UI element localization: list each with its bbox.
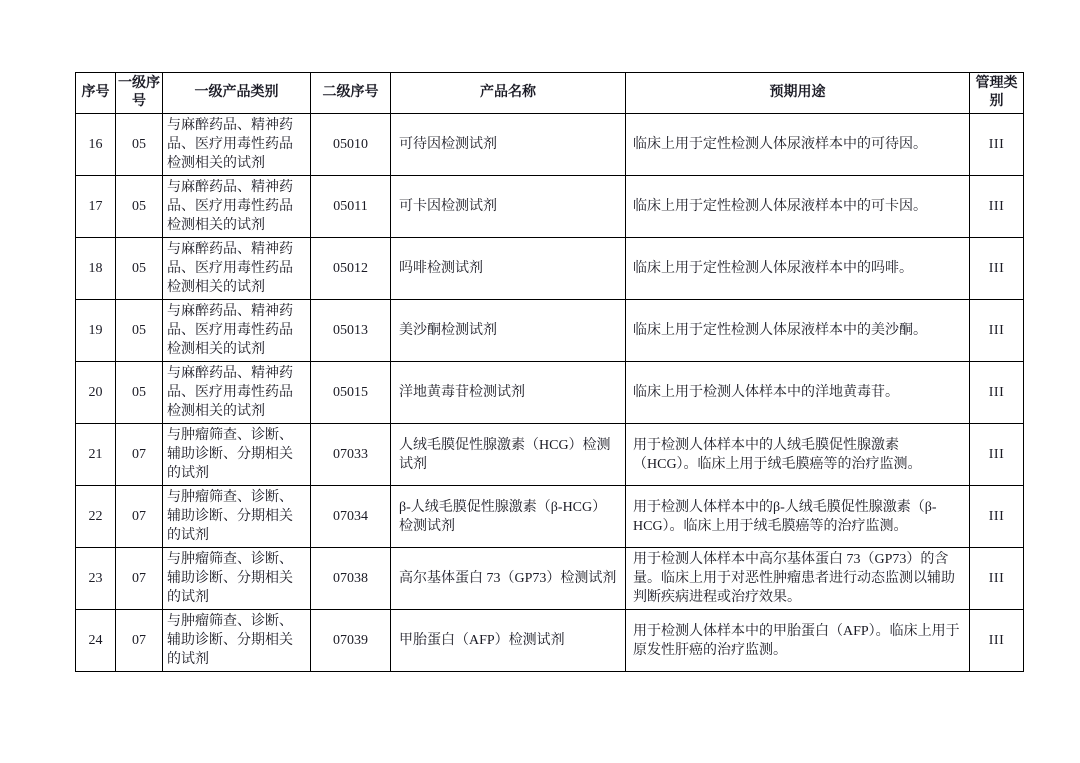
cell-serial-no: 23 — [76, 548, 116, 610]
header-level2-no: 二级序号 — [311, 73, 391, 114]
cell-product-name: β-人绒毛膜促性腺激素（β-HCG）检测试剂 — [391, 486, 626, 548]
table-row — [76, 114, 1024, 176]
table-row — [76, 362, 1024, 424]
cell-level2-no: 07034 — [311, 486, 391, 548]
table-row — [76, 424, 1024, 486]
table-header-row — [76, 73, 1024, 114]
table-row — [76, 610, 1024, 672]
table-row — [76, 548, 1024, 610]
table-row — [76, 238, 1024, 300]
table-body — [76, 114, 1024, 672]
cell-product-name: 甲胎蛋白（AFP）检测试剂 — [391, 610, 626, 672]
cell-intended-use: 用于检测人体样本中的人绒毛膜促性腺激素（HCG）。临床上用于绒毛膜癌等的治疗监测。 — [626, 424, 970, 486]
cell-serial-no: 20 — [76, 362, 116, 424]
cell-serial-no: 24 — [76, 610, 116, 672]
cell-intended-use: 临床上用于检测人体样本中的洋地黄毒苷。 — [626, 362, 970, 424]
cell-level2-no: 07038 — [311, 548, 391, 610]
cell-level1-category: 与肿瘤筛查、诊断、辅助诊断、分期相关的试剂 — [163, 486, 311, 548]
cell-product-name: 吗啡检测试剂 — [391, 238, 626, 300]
cell-level2-no: 07039 — [311, 610, 391, 672]
cell-level1-category: 与麻醉药品、精神药品、医疗用毒性药品检测相关的试剂 — [163, 114, 311, 176]
cell-intended-use: 临床上用于定性检测人体尿液样本中的可卡因。 — [626, 176, 970, 238]
cell-level2-no: 05010 — [311, 114, 391, 176]
header-serial-no: 序号 — [76, 73, 116, 114]
cell-level2-no: 05015 — [311, 362, 391, 424]
cell-level2-no: 05012 — [311, 238, 391, 300]
cell-intended-use: 临床上用于定性检测人体尿液样本中的吗啡。 — [626, 238, 970, 300]
cell-intended-use: 临床上用于定性检测人体尿液样本中的美沙酮。 — [626, 300, 970, 362]
cell-level1-no: 05 — [116, 114, 163, 176]
cell-intended-use: 临床上用于定性检测人体尿液样本中的可待因。 — [626, 114, 970, 176]
cell-mgmt-class: III — [970, 114, 1024, 176]
cell-mgmt-class: III — [970, 424, 1024, 486]
header-mgmt-class: 管理类别 — [970, 73, 1024, 114]
cell-level1-no: 05 — [116, 362, 163, 424]
cell-level1-no: 07 — [116, 610, 163, 672]
cell-product-name: 可卡因检测试剂 — [391, 176, 626, 238]
cell-serial-no: 21 — [76, 424, 116, 486]
header-level1-no: 一级序号 — [116, 73, 163, 114]
cell-level1-category: 与麻醉药品、精神药品、医疗用毒性药品检测相关的试剂 — [163, 238, 311, 300]
table-header — [76, 73, 1024, 114]
header-product-name: 产品名称 — [391, 73, 626, 114]
cell-product-name: 可待因检测试剂 — [391, 114, 626, 176]
cell-level1-no: 05 — [116, 176, 163, 238]
table-row — [76, 176, 1024, 238]
cell-mgmt-class: III — [970, 300, 1024, 362]
cell-level1-category: 与肿瘤筛查、诊断、辅助诊断、分期相关的试剂 — [163, 610, 311, 672]
cell-level1-category: 与肿瘤筛查、诊断、辅助诊断、分期相关的试剂 — [163, 548, 311, 610]
product-classification-table — [75, 72, 1024, 672]
cell-level1-no: 07 — [116, 548, 163, 610]
cell-mgmt-class: III — [970, 610, 1024, 672]
cell-level1-category: 与麻醉药品、精神药品、医疗用毒性药品检测相关的试剂 — [163, 300, 311, 362]
cell-product-name: 人绒毛膜促性腺激素（HCG）检测试剂 — [391, 424, 626, 486]
cell-serial-no: 19 — [76, 300, 116, 362]
cell-intended-use: 用于检测人体样本中的甲胎蛋白（AFP）。临床上用于原发性肝癌的治疗监测。 — [626, 610, 970, 672]
cell-intended-use: 用于检测人体样本中高尔基体蛋白 73（GP73）的含量。临床上用于对恶性肿瘤患者进行动态监测以辅助判断疾病进程或治疗效果。 — [626, 548, 970, 610]
cell-level2-no: 07033 — [311, 424, 391, 486]
cell-level2-no: 05011 — [311, 176, 391, 238]
cell-level2-no: 05013 — [311, 300, 391, 362]
cell-serial-no: 17 — [76, 176, 116, 238]
table-row — [76, 300, 1024, 362]
cell-level1-no: 07 — [116, 424, 163, 486]
cell-level1-category: 与肿瘤筛查、诊断、辅助诊断、分期相关的试剂 — [163, 424, 311, 486]
cell-serial-no: 16 — [76, 114, 116, 176]
cell-mgmt-class: III — [970, 486, 1024, 548]
cell-mgmt-class: III — [970, 176, 1024, 238]
header-intended-use: 预期用途 — [626, 73, 970, 114]
cell-mgmt-class: III — [970, 548, 1024, 610]
cell-product-name: 洋地黄毒苷检测试剂 — [391, 362, 626, 424]
cell-serial-no: 22 — [76, 486, 116, 548]
cell-level1-category: 与麻醉药品、精神药品、医疗用毒性药品检测相关的试剂 — [163, 176, 311, 238]
cell-level1-no: 07 — [116, 486, 163, 548]
cell-product-name: 高尔基体蛋白 73（GP73）检测试剂 — [391, 548, 626, 610]
cell-mgmt-class: III — [970, 362, 1024, 424]
cell-level1-category: 与麻醉药品、精神药品、医疗用毒性药品检测相关的试剂 — [163, 362, 311, 424]
cell-mgmt-class: III — [970, 238, 1024, 300]
cell-serial-no: 18 — [76, 238, 116, 300]
header-level1-category: 一级产品类别 — [163, 73, 311, 114]
cell-level1-no: 05 — [116, 238, 163, 300]
table-row — [76, 486, 1024, 548]
cell-intended-use: 用于检测人体样本中的β-人绒毛膜促性腺激素（β-HCG）。临床上用于绒毛膜癌等的治疗监测。 — [626, 486, 970, 548]
cell-product-name: 美沙酮检测试剂 — [391, 300, 626, 362]
cell-level1-no: 05 — [116, 300, 163, 362]
